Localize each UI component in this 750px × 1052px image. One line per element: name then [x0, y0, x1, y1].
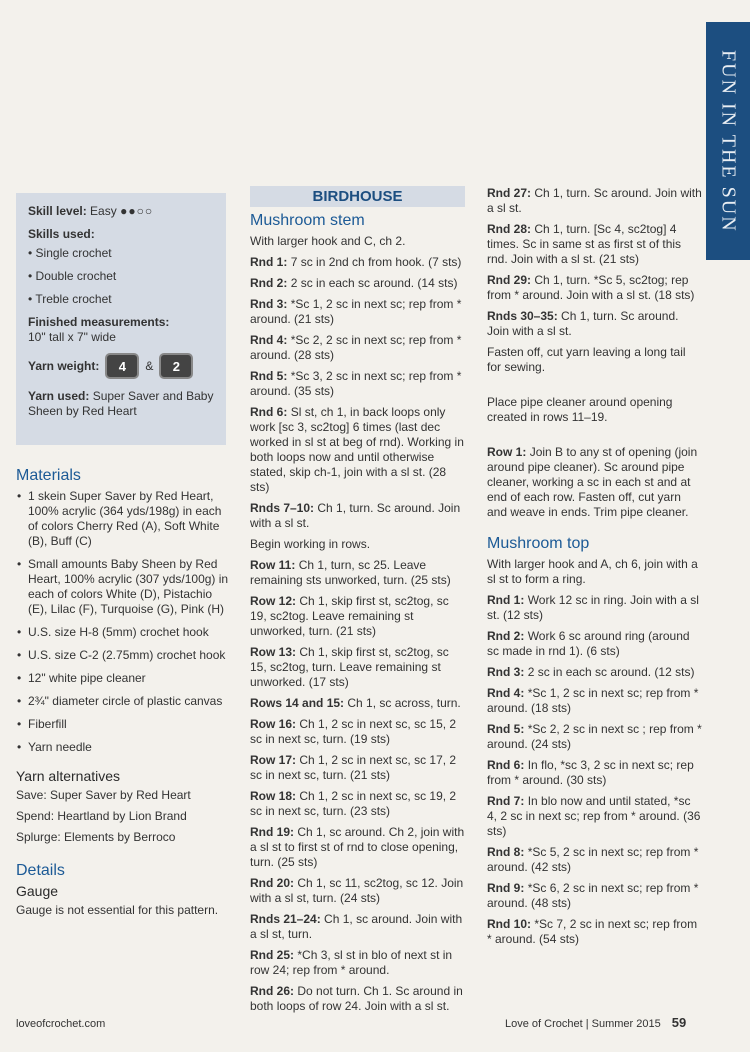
row-label: Row 1:: [487, 445, 527, 459]
yarn-weight-label: Yarn weight:: [28, 358, 100, 373]
row-label: Rnd 2:: [487, 629, 525, 643]
pattern-row: [487, 686, 702, 716]
pattern-row: [487, 758, 702, 788]
pattern-row: [250, 558, 465, 588]
section-tab-fun-in-the-sun: FUN IN THE SUN: [706, 22, 750, 260]
row-label: Rnds 21–24:: [250, 912, 321, 926]
pattern-row: [250, 753, 465, 783]
page-number: 59: [671, 1015, 687, 1030]
row-label: Row 12:: [250, 594, 297, 608]
stem-intro: With larger hook and C, ch 2.: [250, 234, 406, 248]
row-text: Ch 1, turn. *Sc 5, sc2tog; rep from * around. Join with a sl st. (18 sts): [487, 273, 695, 302]
fasten-off-text: Fasten off, cut yarn leaving a long tail for sewing.: [487, 345, 686, 374]
footer-magazine: Love of Crochet: [505, 1018, 583, 1030]
pattern-row: [250, 645, 465, 690]
yarn-used-value: Super Saver and Baby Sheen by Red Heart: [28, 389, 214, 418]
row-text: *Sc 1, 2 sc in next sc; rep from * around. (21 sts): [250, 297, 462, 326]
row-label: Rnd 9:: [487, 881, 525, 895]
row-label: Rnds 7–10:: [250, 501, 315, 515]
pattern-row: [250, 255, 465, 270]
material-item: • 12" white pipe cleaner: [16, 671, 231, 686]
row-text: Sl st, ch 1, in back loops only work [sc 3, sc2tog] 6 times (last dec worked in sl st at beg of rnd). Working in both loops now and until otherwise stated, skip ch-1, join with a sl st. (28 sts): [250, 405, 464, 494]
yarn-used-label: Yarn used:: [28, 389, 90, 403]
pattern-row: [487, 881, 702, 911]
column-mushroom-top: [487, 186, 702, 953]
pattern-row: [487, 222, 702, 267]
top-intro: With larger hook and A, ch 6, join with a sl st to form a ring.: [487, 557, 698, 586]
row-label: Rnd 5:: [250, 369, 288, 383]
row-label: Rnd 4:: [487, 686, 525, 700]
rows-intro: Begin working in rows.: [250, 537, 371, 551]
pattern-row: [250, 876, 465, 906]
material-item: • Fiberfill: [16, 717, 231, 732]
row-label: Row 11:: [250, 558, 296, 572]
row-text: *Sc 2, 2 sc in next sc ; rep from * around. (24 sts): [487, 722, 702, 751]
pattern-row: [250, 984, 465, 1014]
row-text: In flo, *sc 3, 2 sc in next sc; rep from * around. (30 sts): [487, 758, 694, 787]
row-text: 7 sc in 2nd ch from hook. (7 sts): [290, 255, 462, 269]
material-item: • Yarn needle: [16, 740, 231, 755]
row-label: Rnd 10:: [487, 917, 532, 931]
row-label: Rnd 4:: [250, 333, 288, 347]
skills-used-label: Skills used:: [28, 227, 95, 241]
gauge-heading: Gauge: [16, 883, 59, 899]
pattern-row: [250, 501, 465, 531]
pattern-row: [250, 297, 465, 327]
row-label: Rnds 30–35:: [487, 309, 558, 323]
skill-level-dots: ●●○○: [120, 204, 154, 218]
pattern-row: [250, 405, 465, 495]
materials-heading: Materials: [16, 467, 81, 484]
pattern-row: [487, 186, 702, 216]
row-label: Rnd 19:: [250, 825, 295, 839]
yarn-weight: [28, 353, 214, 379]
footer-site: loveofcrochet.com: [16, 1018, 106, 1030]
row-label: Rows 14 and 15:: [250, 696, 345, 710]
pattern-row: [250, 717, 465, 747]
row-text: Ch 1, turn, sc 25. Leave remaining sts unworked, turn. (25 sts): [250, 558, 451, 587]
finished-measurements-label: Finished measurements:: [28, 315, 170, 329]
pattern-row: [250, 948, 465, 978]
skill-level-label: Skill level:: [28, 204, 87, 218]
row-text: *Sc 7, 2 sc in next sc; rep from * around. (54 sts): [487, 917, 698, 946]
yarn-alternatives-heading: Yarn alternatives: [16, 768, 121, 784]
birdhouse-banner: BIRDHOUSE: [250, 186, 465, 207]
materials-list: [16, 489, 231, 755]
yarn-weight-4-icon: 4: [105, 353, 139, 379]
row-text: Ch 1, sc across, turn.: [347, 696, 461, 710]
pattern-row: [250, 369, 465, 399]
column-birdhouse: [250, 186, 465, 1020]
gauge-text: Gauge is not essential for this pattern.: [16, 903, 219, 917]
row-text: *Ch 3, sl st in blo of next st in row 24; rep from * around.: [250, 948, 453, 977]
skill-item: • Double crochet: [28, 269, 214, 284]
pattern-row: [487, 845, 702, 875]
pattern-row: [250, 825, 465, 870]
row-text: Ch 1, turn. Sc around. Join with a sl st.: [487, 186, 702, 215]
row-text: *Sc 6, 2 sc in next sc; rep from * around. (48 sts): [487, 881, 699, 910]
pipe-cleaner-text: Place pipe cleaner around opening created in rows 11–19.: [487, 395, 673, 424]
pattern-row: [250, 696, 465, 711]
pattern-row: [487, 445, 702, 520]
row-label: Rnd 28:: [487, 222, 532, 236]
yarn-weight-2-icon: 2: [159, 353, 193, 379]
material-item: • 1 skein Super Saver by Red Heart, 100% acrylic (364 yds/198g) in each of colors Cherry Red (A), Soft White (B), Buff (C): [16, 489, 231, 549]
pattern-row: [487, 593, 702, 623]
pattern-row: [250, 333, 465, 363]
row-text: Do not turn. Ch 1. Sc around in both loops of row 24. Join with a sl st.: [250, 984, 463, 1013]
footer-publication: [505, 1015, 686, 1030]
pattern-row: [250, 594, 465, 639]
row-label: Row 18:: [250, 789, 297, 803]
row-label: Rnd 8:: [487, 845, 525, 859]
row-text: *Sc 2, 2 sc in next sc; rep from * around. (28 sts): [250, 333, 462, 362]
row-text: Ch 1, sc around. Join with a sl st, turn.: [250, 912, 463, 941]
yarn-alternative-line: Splurge: Elements by Berroco: [16, 830, 176, 844]
material-item: • U.S. size C-2 (2.75mm) crochet hook: [16, 648, 231, 663]
row-label: Rnd 3:: [487, 665, 525, 679]
row-label: Rnd 27:: [487, 186, 532, 200]
row-label: Row 17:: [250, 753, 297, 767]
row-label: Rnd 6:: [487, 758, 525, 772]
row-text: Work 12 sc in ring. Join with a sl st. (12 sts): [487, 593, 699, 622]
row-text: 2 sc in each sc around. (12 sts): [527, 665, 695, 679]
pattern-row: [250, 912, 465, 942]
row-label: Rnd 3:: [250, 297, 288, 311]
pattern-row: [250, 789, 465, 819]
row-label: Rnd 25:: [250, 948, 295, 962]
material-item: • U.S. size H-8 (5mm) crochet hook: [16, 625, 231, 640]
row-label: Rnd 2:: [250, 276, 288, 290]
skill-info-box: [16, 193, 226, 445]
row-text: Ch 1, sc 11, sc2tog, sc 12. Join with a sl st, turn. (24 sts): [250, 876, 464, 905]
pattern-row: [250, 276, 465, 291]
finished-measurements-value: 10" tall x 7" wide: [28, 330, 116, 344]
row-label: Rnd 6:: [250, 405, 288, 419]
row-text: Ch 1, 2 sc in next sc, sc 19, 2 sc in next sc, turn. (23 sts): [250, 789, 457, 818]
row-text: Ch 1, 2 sc in next sc, sc 17, 2 sc in next sc, turn. (21 sts): [250, 753, 457, 782]
footer-separator: |: [585, 1018, 589, 1030]
yarn-weight-amp: &: [145, 358, 154, 373]
pattern-row: [487, 917, 702, 947]
row-text: *Sc 1, 2 sc in next sc; rep from * around. (18 sts): [487, 686, 699, 715]
skill-item: • Single crochet: [28, 246, 214, 261]
row-text: Ch 1, 2 sc in next sc, sc 15, 2 sc in next sc, turn. (19 sts): [250, 717, 457, 746]
pattern-row: [487, 273, 702, 303]
pattern-row: [487, 629, 702, 659]
details-heading: Details: [16, 862, 65, 879]
row-text: *Sc 3, 2 sc in next sc; rep from * around. (35 sts): [250, 369, 462, 398]
row-label: Rnd 29:: [487, 273, 532, 287]
mushroom-top-heading: Mushroom top: [487, 535, 590, 552]
skills-list: [28, 246, 214, 307]
row-label: Rnd 5:: [487, 722, 525, 736]
row-text: Ch 1, skip first st, sc2tog, sc 19, sc2tog. Leave remaining st unworked, turn. (21 sts): [250, 594, 449, 638]
row-text: Ch 1, turn. [Sc 4, sc2tog] 4 times. Sc in same st as first st of this rnd. Join with a sl st. (21 sts): [487, 222, 682, 266]
row-text: Ch 1, skip first st, sc2tog, sc 15, sc2tog, turn. Leave remaining st unworked. (17 sts): [250, 645, 449, 689]
footer-issue: Summer 2015: [591, 1018, 661, 1030]
row-label: Rnd 26:: [250, 984, 295, 998]
material-item: • 2¾" diameter circle of plastic canvas: [16, 694, 231, 709]
row-label: Rnd 1:: [250, 255, 288, 269]
pattern-row: [487, 665, 702, 680]
row-label: Rnd 1:: [487, 593, 525, 607]
row-text: Ch 1, turn. Sc around. Join with a sl st.: [487, 309, 679, 338]
material-item: • Small amounts Baby Sheen by Red Heart, 100% acrylic (307 yds/100g) in each of colors White (D), Pistachio (E), Lilac (F), Turquoise (G), Pink (H): [16, 557, 231, 617]
skill-item: • Treble crochet: [28, 292, 214, 307]
yarn-used: [28, 389, 214, 419]
row-label: Rnd 20:: [250, 876, 295, 890]
row-text: Join B to any st of opening (join around pipe cleaner). Sc around pipe cleaner, working a sc in each st and at end of each row. Fasten off, cut yarn and weave in ends. Trim pipe cleaner.: [487, 445, 698, 519]
row-text: Work 6 sc around ring (around sc made in rnd 1). (6 sts): [487, 629, 690, 658]
row-text: In blo now and until stated, *sc 4, 2 sc in next sc; rep from * around. (36 sts): [487, 794, 701, 838]
skill-level: [28, 204, 214, 219]
row-label: Rnd 7:: [487, 794, 525, 808]
row-text: *Sc 5, 2 sc in next sc; rep from * around. (42 sts): [487, 845, 699, 874]
row-text: Ch 1, sc around. Ch 2, join with a sl st to first st of rnd to close opening, turn. (25 sts): [250, 825, 465, 869]
skill-level-value: Easy: [90, 204, 117, 218]
pattern-row: [487, 309, 702, 339]
yarn-alternative-line: Save: Super Saver by Red Heart: [16, 788, 191, 802]
yarn-alternative-line: Spend: Heartland by Lion Brand: [16, 809, 187, 823]
pattern-row: [487, 794, 702, 839]
column-materials: [16, 468, 231, 918]
pattern-row: [487, 722, 702, 752]
row-text: Ch 1, turn. Sc around. Join with a sl st.: [250, 501, 461, 530]
row-text: 2 sc in each sc around. (14 sts): [290, 276, 458, 290]
mushroom-stem-heading: Mushroom stem: [250, 212, 365, 229]
row-label: Row 16:: [250, 717, 297, 731]
row-label: Row 13:: [250, 645, 297, 659]
